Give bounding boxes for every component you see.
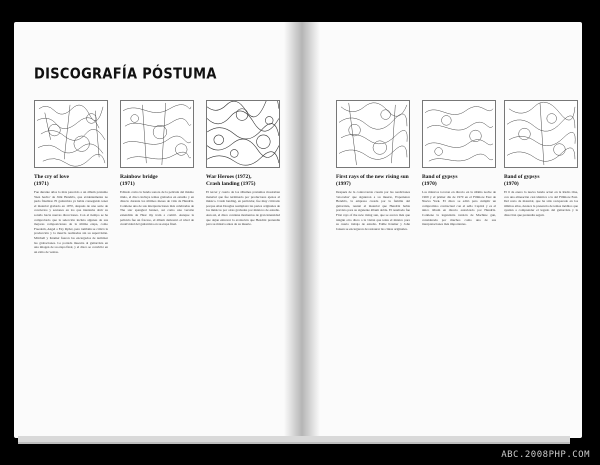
album-title: Rainbow bridge (1971) [120, 174, 158, 187]
album-text: Los músicos tocaron en directo en la última noche de 1969 y el primer día de 1970 en el Fillmore East de Nueva York. El disco se editó para cumplir un compromiso contractual con el sello Capitol y es el único álbum en directo autorizado por Hendrix. Contiene la legendaria versión de Machine gun, considerada por muchos como una de sus interpretaciones más importantes. [422, 190, 496, 227]
album-cover-art [504, 100, 578, 168]
album-column-3 [206, 100, 280, 227]
page-heading: DISCOGRAFÍA PÓSTUMA [34, 66, 217, 84]
page-edge [18, 436, 570, 444]
watermark: ABC.2008PHP.COM [501, 450, 590, 460]
album-cover-art [206, 100, 280, 168]
album-text: El 6 de enero la nueva banda actuó en la Radio One, con una alineación casi idéntica a la del Fillmore East. Del resto de material, que ha sido recuperado en los últimos años, destaca la presencia de temas inéditos que ayudan a comprender el legado del guitarrista y la dirección que pretendía seguir. [504, 190, 578, 217]
album-text: Después de la controversia creada por las reediciones 'retocadas' que siguieron a su muerte, Experience Hendrix, la empresa creada por la familia del guitarrista, reunió el material que Hendrix había previsto para su siguiente álbum doble. El resultado fue First rays of the new rising sun, que se acerca más que ningún otro disco a la visión que tenía el músico para su cuarto trabajo de estudio. Eddie Kramer y John Jansen se encargaron de restaurar las cintas originales. [336, 190, 410, 231]
magazine-spread [14, 22, 578, 442]
page-gutter [284, 22, 320, 438]
album-cover-art [34, 100, 108, 168]
album-text: El tercer y cuarto de los álbumes póstumos mostraban material que fue terminado por productores ajenos al músico. Crash landing, en particular, fue muy criticado porque Alan Douglas reemplazó las partes originales de los músicos por otras grabadas por músicos de estudio. Aun así, el disco contiene momentos de gran intensidad que dejan entrever la evolución que Hendrix pretendía para su música antes de su muerte. [206, 190, 280, 227]
album-cover-art [336, 100, 410, 168]
right-page [302, 22, 582, 438]
album-title: Band of gypsys (1970) [504, 174, 540, 187]
album-column-1 [34, 100, 108, 254]
album-text: Fue durante años lo más parecido a un álbum póstumo 'bien hecho' de Jimi Hendrix, que evidentemente no pudo finalizar. El guitarrista ya había conseguido tener el material grabado en 1970, después de una serie de conciertos y sesiones en los que intentaba abrir su sonido hacia nuevas direcciones. Con el tiempo se ha comprobado que la selección incluía algunas de sus mejores composiciones de la última etapa, como Freedom, Angel o Ezy Ryder, pero también se criticó la producción y la mezcla realizadas sin su supervisión. Mitchell y Kramer fueron los encargados de terminar las grabaciones. La portada muestra al guitarrista en una imagen de su etapa final, y el disco se convirtió en un éxito de ventas. [34, 190, 108, 254]
album-column-5 [422, 100, 496, 227]
album-cover-art [422, 100, 496, 168]
album-title: War Heroes (1972), Crash landing (1975) [206, 174, 256, 187]
album-cover-art [120, 100, 194, 168]
left-page [14, 22, 302, 438]
album-column-2 [120, 100, 194, 227]
album-column-6 [504, 100, 578, 218]
album-title: The cry of love (1971) [34, 174, 69, 187]
album-column-4 [336, 100, 410, 231]
album-title: Band of gypsys (1970) [422, 174, 458, 187]
album-text: Editado como la banda sonora de la película del mismo título, el disco incluye temas grabados en estudio y en directo durante los últimos meses de vida de Hendrix. Contiene una de sus interpretaciones más celebradas de The star spangled banner, así como una versión extendida de Hear my train a comin'. Aunque la película fue un fracaso, el álbum demostró el nivel de creatividad del guitarrista en su etapa final. [120, 190, 194, 227]
album-title: First rays of the new rising sun (1997) [336, 174, 409, 187]
